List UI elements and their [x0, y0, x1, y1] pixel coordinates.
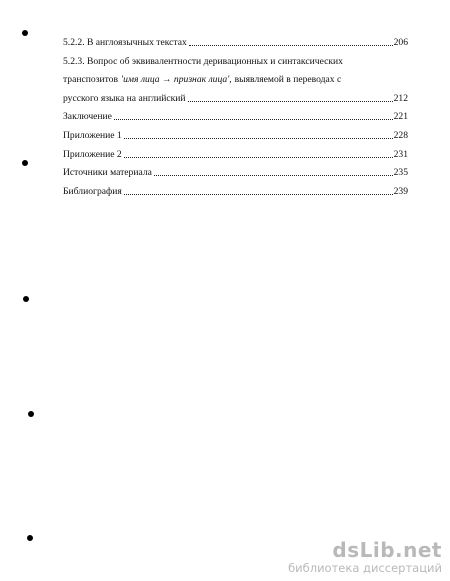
- toc-entry-appendix-1: [63, 130, 408, 142]
- binding-hole-2: [22, 160, 28, 166]
- dot-leader: [124, 138, 393, 139]
- toc-entry-title: 5.2.2. В англоязычных текстах: [63, 37, 187, 48]
- dot-leader: [124, 194, 393, 195]
- toc-entry-page: 228: [393, 129, 408, 141]
- dot-leader: [124, 157, 393, 158]
- toc-entry-page: 212: [393, 92, 408, 104]
- toc-entry-page: 206: [393, 37, 408, 48]
- toc-entry-page: 231: [393, 148, 408, 160]
- binding-hole-4: [28, 411, 34, 417]
- toc-entry-title: Библиография: [63, 185, 122, 197]
- toc-entry-523-line3: [63, 93, 408, 105]
- toc-entry-title: Источники материала: [63, 167, 152, 179]
- dot-leader: [114, 119, 393, 120]
- toc-entry-sources: [63, 167, 408, 179]
- toc-entry-title-part: выявляемой в переводах с: [234, 74, 342, 86]
- toc-entry-523-line2: [63, 74, 408, 86]
- toc-entry-title: 5.2.3. Вопрос об эквивалентности деривационных и синтаксических: [63, 55, 343, 67]
- toc-entry-title: русского языка на английский: [63, 92, 186, 104]
- toc-entry-italic-term: 'имя лица → признак лица',: [121, 74, 232, 86]
- toc-entry-page: 221: [393, 111, 408, 123]
- dot-leader: [188, 101, 393, 102]
- toc-entry-523-line1: [63, 56, 408, 68]
- binding-hole-5: [27, 535, 33, 541]
- toc-entry-bibliography: [63, 186, 408, 198]
- dot-leader: [189, 45, 393, 46]
- toc-entry-title: Приложение 1: [63, 129, 122, 141]
- toc-entry-title: Заключение: [63, 111, 112, 123]
- toc-entry-522: [63, 37, 408, 49]
- toc-entry-conclusion: [63, 111, 408, 123]
- toc-entry-title-part: транспозитов: [63, 74, 119, 86]
- toc-entry-appendix-2: [63, 149, 408, 161]
- dot-leader: [154, 175, 393, 176]
- binding-hole-3: [23, 296, 29, 302]
- toc-entry-page: 235: [393, 167, 408, 179]
- toc-entry-title: Приложение 2: [63, 148, 122, 160]
- toc-entry-page: 239: [393, 185, 408, 197]
- watermark: [272, 539, 442, 575]
- watermark-brand: dsLib.net: [332, 538, 442, 562]
- binding-hole-1: [22, 30, 28, 36]
- watermark-subtitle: библиотека диссертаций: [288, 561, 442, 575]
- table-of-contents: [63, 37, 408, 204]
